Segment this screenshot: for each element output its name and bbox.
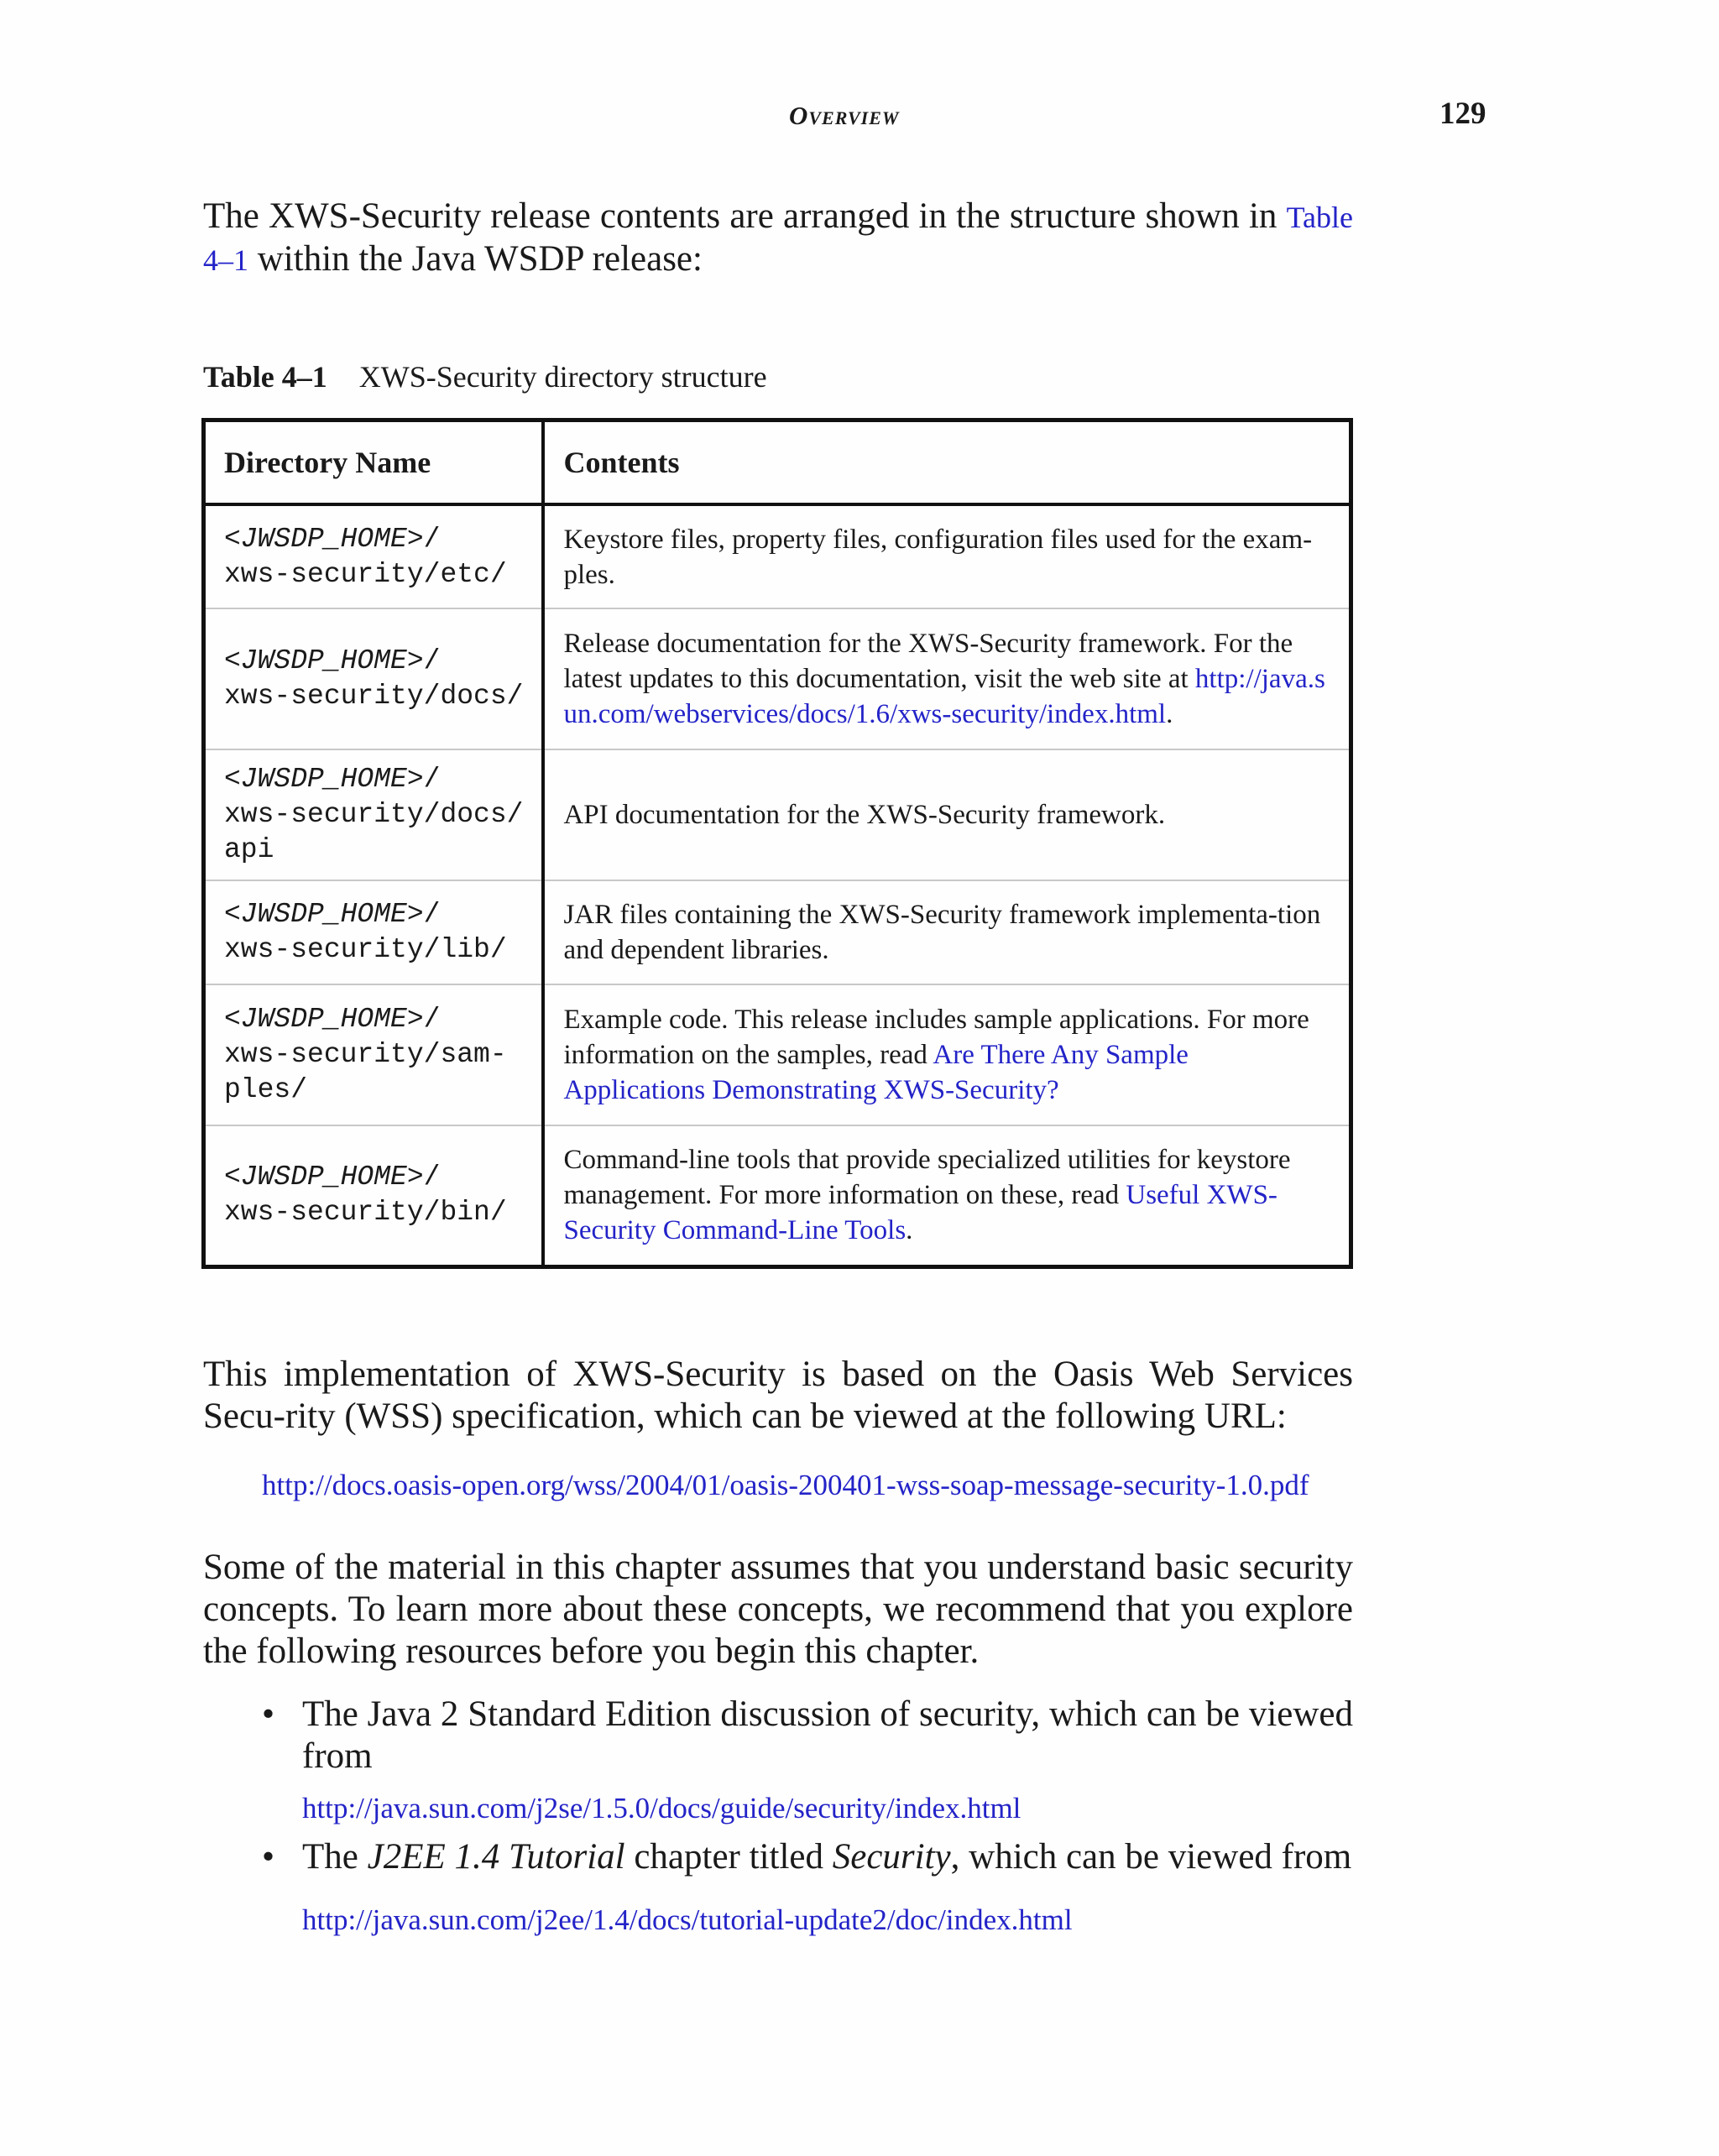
- directory-path: / xws-security/sam- ples/: [224, 1004, 507, 1105]
- bullet-icon: •: [262, 1694, 275, 1734]
- running-head: [0, 97, 1719, 143]
- docs-site-link[interactable]: http://java.sun.com/webservices/docs/1.6/xws-security/index.html: [563, 664, 1325, 729]
- table-row: [204, 880, 1351, 984]
- directory-cell: [204, 749, 544, 880]
- oasis-spec-link[interactable]: http://docs.oasis-open.org/wss/2004/01/oasis-200401-wss-soap-message-security-1.0.pdf: [262, 1469, 1309, 1501]
- intro-paragraph: [203, 196, 1353, 281]
- bullet-text: The Java 2 Standard Edition discussion of security, which can be viewed from: [302, 1694, 1353, 1776]
- page-number: 129: [1439, 97, 1486, 131]
- directory-path: / xws-security/bin/: [224, 1162, 507, 1229]
- directory-cell: [204, 880, 544, 984]
- table-caption-title: XWS-Security directory structure: [358, 360, 767, 394]
- table-caption-label: Table 4–1: [203, 360, 327, 394]
- contents-text: Example code. This release includes sample applications. For more information on the samples, read: [563, 1005, 1309, 1070]
- j2ee-tutorial-link[interactable]: http://java.sun.com/j2ee/1.4/docs/tutorial-update2/doc/index.html: [302, 1903, 1073, 1936]
- bullet-text: [302, 1836, 1353, 1878]
- contents-cell: [543, 504, 1351, 608]
- directory-path: / xws-security/docs/ api: [224, 764, 524, 865]
- table-caption: [203, 359, 767, 394]
- contents-cell: [543, 749, 1351, 880]
- contents-text-after: .: [1166, 699, 1173, 729]
- contents-text: Release documentation for the XWS-Security framework. For the latest updates to this documentation, visit the web site at: [563, 629, 1293, 694]
- intro-text-after: within the Java WSDP release:: [248, 239, 703, 279]
- contents-text: API documentation for the XWS-Security framework.: [563, 800, 1166, 830]
- directory-path: / xws-security/etc/: [224, 523, 507, 590]
- chapter-title: Security: [832, 1837, 951, 1877]
- bullet-text-a: The: [302, 1837, 368, 1877]
- contents-text: JAR files containing the XWS-Security framework implementa-tion and dependent libraries.: [563, 900, 1321, 965]
- j2se-security-link[interactable]: http://java.sun.com/j2se/1.5.0/docs/guide/security/index.html: [302, 1792, 1021, 1825]
- jwsdp-home-var: <JWSDP_HOME>: [224, 645, 424, 676]
- table-row: [204, 984, 1351, 1125]
- directory-cell: [204, 608, 544, 749]
- column-header-contents: Contents: [543, 420, 1351, 505]
- intro-text-before: The XWS-Security release contents are arranged in the structure shown in: [203, 196, 1287, 236]
- directory-path: / xws-security/docs/: [224, 645, 524, 712]
- contents-text: Command-line tools that provide specialized utilities for keystore management. For more information on these, read: [563, 1145, 1291, 1211]
- jwsdp-home-var: <JWSDP_HOME>: [224, 764, 424, 795]
- jwsdp-home-var: <JWSDP_HOME>: [224, 899, 424, 930]
- table-header-row: [204, 420, 1351, 505]
- table-row: [204, 1125, 1351, 1266]
- jwsdp-home-var: <JWSDP_HOME>: [224, 523, 424, 555]
- contents-text-after: .: [906, 1215, 913, 1246]
- column-header-directory-name: Directory Name: [204, 420, 544, 505]
- jwsdp-home-var: <JWSDP_HOME>: [224, 1004, 424, 1035]
- jwsdp-home-var: <JWSDP_HOME>: [224, 1162, 424, 1193]
- table-row: [204, 504, 1351, 608]
- table-reference-link[interactable]: Table 4–1: [203, 201, 1353, 277]
- table-row: [204, 749, 1351, 880]
- directory-path: / xws-security/lib/: [224, 899, 507, 965]
- contents-cell: [543, 880, 1351, 984]
- contents-cell: [543, 1125, 1351, 1266]
- contents-text: Keystore files, property files, configuration files used for the exam-ples.: [563, 524, 1313, 590]
- table-row: [204, 608, 1351, 749]
- directory-cell: [204, 984, 544, 1125]
- directory-structure-table: [201, 418, 1353, 1269]
- command-line-tools-link[interactable]: Useful XWS-Security Command-Line Tools: [563, 1180, 1277, 1246]
- running-title: Overview: [789, 101, 900, 130]
- directory-cell: [204, 1125, 544, 1266]
- oasis-paragraph: This implementation of XWS-Security is based on the Oasis Web Services Secu-rity (WSS) specification, which can be viewed at the following URL:: [203, 1355, 1353, 1436]
- sample-applications-link[interactable]: Are There Any Sample Applications Demonstrating XWS-Security?: [563, 1040, 1189, 1105]
- bullet-text-b: chapter titled: [624, 1837, 833, 1877]
- bullet-text-c: , which can be viewed from: [950, 1837, 1352, 1877]
- concepts-paragraph: Some of the material in this chapter assumes that you understand basic security concepts. To learn more about these concepts, we recommend that you explore the following resources before you begin this chapter.: [203, 1548, 1353, 1671]
- contents-cell: [543, 984, 1351, 1125]
- contents-cell: [543, 608, 1351, 749]
- directory-cell: [204, 504, 544, 608]
- tutorial-title: J2EE 1.4 Tutorial: [367, 1837, 625, 1877]
- bullet-icon: •: [262, 1837, 275, 1877]
